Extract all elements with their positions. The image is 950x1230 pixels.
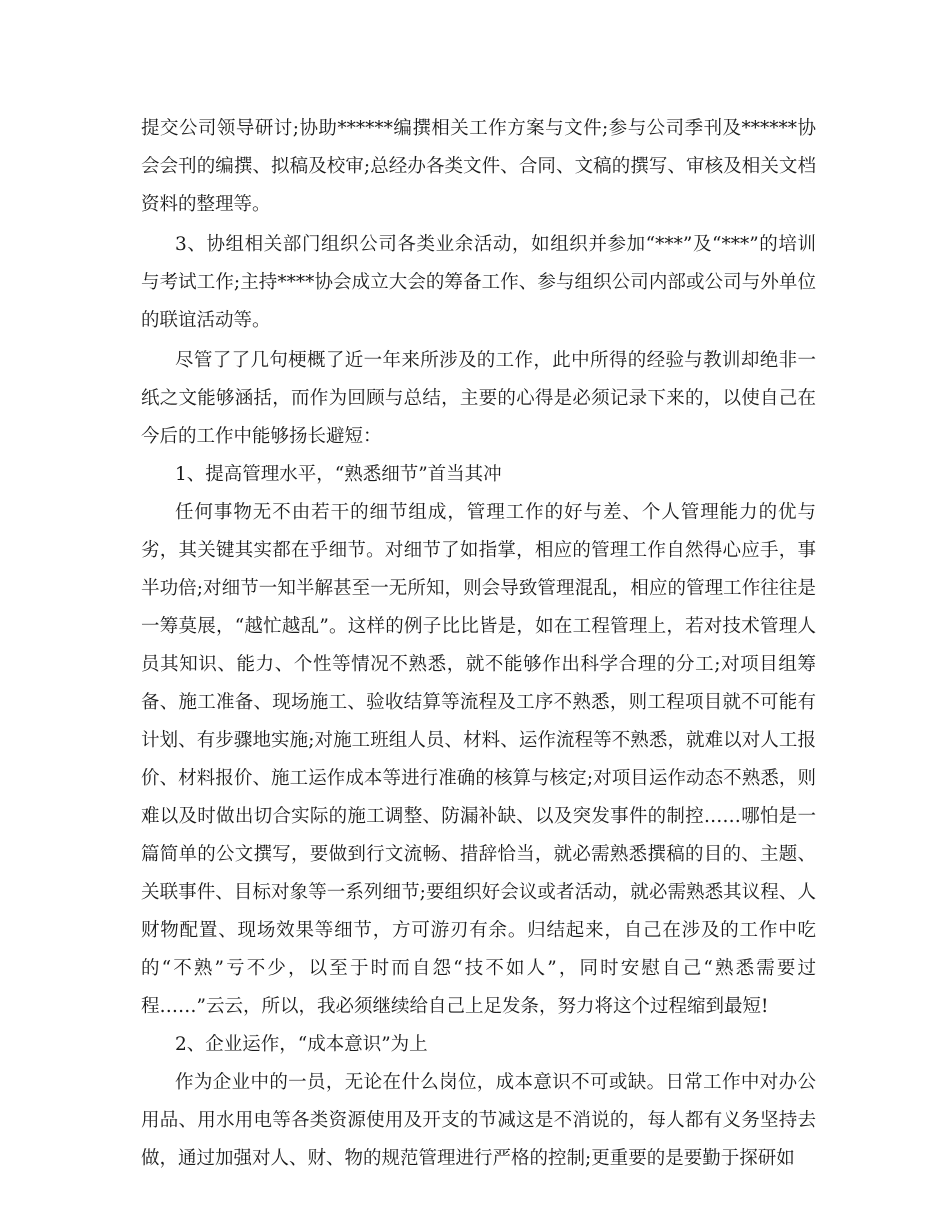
- paragraph-2: 3、协组相关部门组织公司各类业余活动，如组织并参加“***”及“***”的培训与考试工作;主持****协会成立大会的筹备工作、参与组织公司内部或公司与外单位的联谊活动等。: [141, 234, 816, 331]
- paragraph-4: 任何事物无不由若干的细节组成，管理工作的好与差、个人管理能力的优与劣，其关键其实都在乎细节。对细节了如指掌，相应的管理工作自然得心应手，事半功倍;对细节一知半解甚至一无所知，则会导致管理混乱，相应的管理工作往往是一筹莫展，“越忙越乱”。这样的例子比比皆是，如在工程管理上，若对技术管理人员其知识、能力、个性等情况不熟悉，就不能够作出科学合理的分工;对项目组筹备、施工准备、现场施工、验收结算等流程及工序不熟悉，则工程项目就不可能有计划、有步骤地实施;对施工班组人员、材料、运作流程等不熟悉，就难以对人工报价、材料报价、施工运作成本等进行准确的核算与核定;对项目运作动态不熟悉，则难以及时做出切合实际的施工调整、防漏补缺、以及突发事件的制控……哪怕是一篇简单的公文撰写，要做到行文流畅、措辞恰当，就必需熟悉撰稿的目的、主题、关联事件、目标对象等一系列细节;要组织好会议或者活动，就必需熟悉其议程、人财物配置、现场效果等细节，方可游刃有余。归结起来，自己在涉及的工作中吃的“不熟”亏不少，以至于时而自怨“技不如人”，同时安慰自己“熟悉需要过程……”云云，所以，我必须继续给自己上足发条，努力将这个过程缩到最短!: [141, 502, 816, 1017]
- section-heading-1: 1、提高管理水平，“熟悉细节”首当其冲: [175, 464, 502, 485]
- paragraph-1: 提交公司领导研讨;协助******编撰相关工作方案与文件;参与公司季刊及******协会会刊的编撰、拟稿及校审;总经办各类文件、合同、文稿的撰写、审核及相关文档资料的整理等。: [141, 118, 816, 215]
- paragraph-5: 作为企业中的一员，无论在什么岗位，成本意识不可或缺。日常工作中对办公用品、用水用电等各类资源使用及开支的节减这是不消说的，每人都有义务坚持去做，通过加强对人、财、物的规范管理进行严格的控制;更重要的是要勤于探研如: [141, 1072, 816, 1169]
- document-body: [141, 110, 816, 1178]
- paragraph-3: 尽管了了几句梗概了近一年来所涉及的工作，此中所得的经验与教训却绝非一纸之文能够涵括，而作为回顾与总结，主要的心得是必须记录下来的，以使自己在今后的工作中能够扬长避短：: [141, 350, 816, 447]
- section-heading-2: 2、企业运作，“成本意识”为上: [175, 1034, 428, 1055]
